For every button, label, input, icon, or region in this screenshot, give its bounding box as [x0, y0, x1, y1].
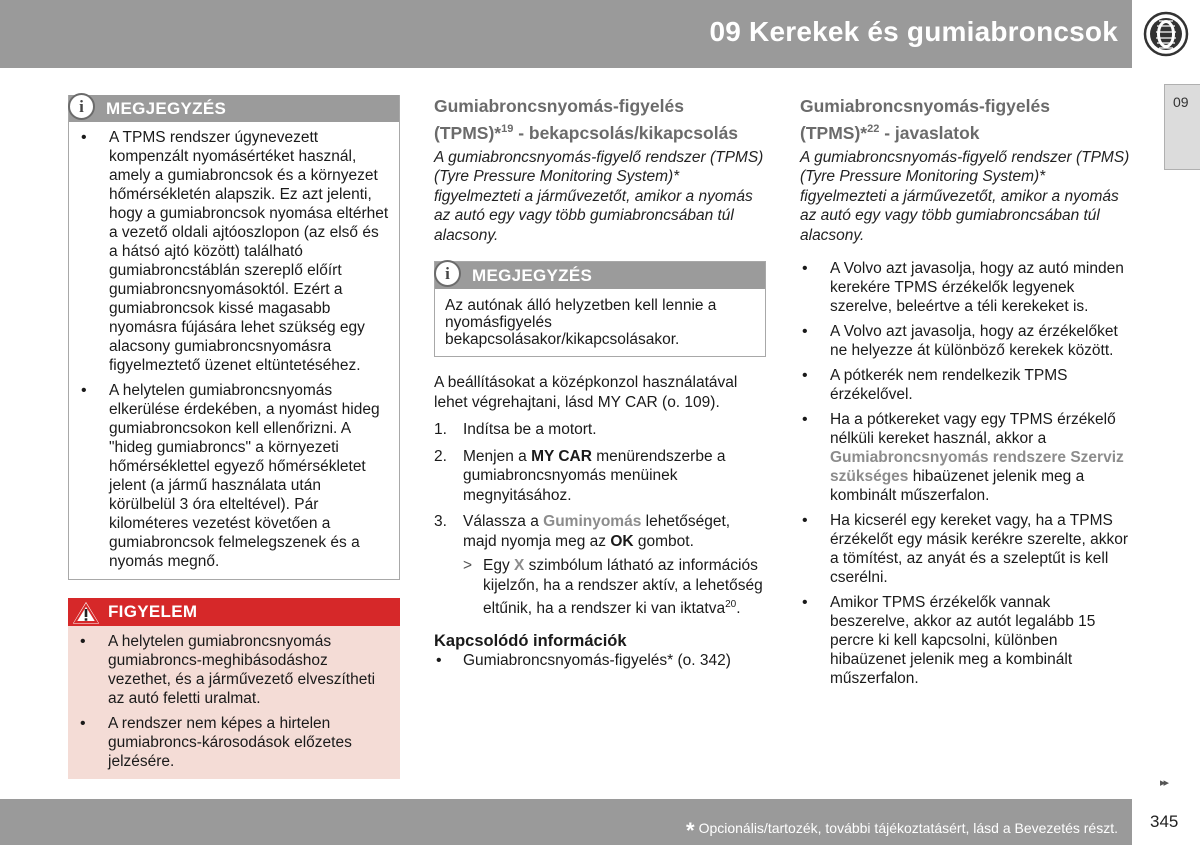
note-label: MEGJEGYZÉS	[106, 99, 227, 118]
note-frame	[68, 95, 400, 580]
column-middle	[434, 95, 766, 676]
footnote-ref: 22	[867, 123, 880, 135]
heading-text: Gumiabroncsnyomás-figyelés (TPMS)*	[434, 96, 684, 143]
footer-note	[686, 813, 1118, 843]
menu-option: Guminyomás	[543, 513, 642, 531]
list-item: • A rendszer nem képes a hirtelen gumiabroncs-károsodások előzetes jelzésére.	[78, 714, 390, 771]
chapter-tab[interactable]	[1164, 84, 1200, 170]
step-item	[434, 447, 766, 506]
note-box	[434, 261, 766, 357]
tire-icon	[1143, 11, 1189, 57]
heading-text: - bekapcsolás/kikapcsolás	[513, 122, 739, 143]
heading-text: - javaslatok	[879, 122, 980, 143]
warning-body	[68, 626, 400, 779]
list-item	[800, 410, 1132, 505]
footnote-ref: 19	[501, 123, 514, 135]
chapter-tab-label: 09	[1173, 94, 1189, 110]
warning-list	[78, 632, 390, 771]
step-text: Válassza a	[463, 513, 544, 531]
page-number: 345	[1150, 812, 1179, 831]
list-item: • A helytelen gumiabroncsnyomás elkerülése érdekében, a nyomást hideg gumiabroncsokon kell ellenőrizni. A "hideg gumiabroncs" a környezeti hőmérséklettel egyező hőmérsékletet jelent (a jármű használata után körülbelül 3 óra elteltével). Pár kilométeres vezetést követően a gumiabroncsok felmelegszenek és a nyomás megnő.	[79, 381, 389, 571]
note-box	[68, 95, 400, 580]
list-item: • A Volvo azt javasolja, hogy az autó minden kerekére TPMS érzékelők legyenek szerelve, beleértve a téli kerekeket is.	[800, 259, 1132, 316]
sub-step	[463, 556, 766, 619]
footer-note-text: Opcionális/tartozék, további tájékoztatásért, lásd a Bevezetés részt.	[698, 820, 1118, 836]
note-list	[79, 128, 389, 571]
list-item: • A pótkerék nem rendelkezik TPMS érzékelővel.	[800, 366, 1132, 404]
step-item	[434, 512, 766, 619]
button-name: OK	[610, 532, 634, 550]
heading-text: Gumiabroncsnyomás-figyelés (TPMS)*	[800, 96, 1050, 143]
note-header	[69, 95, 399, 122]
note-text: Az autónak álló helyzetben kell lennie a nyomásfigyelés bekapcsolásakor/kikapcsolásakor.	[445, 297, 717, 349]
chapter-icon-box	[1132, 0, 1200, 68]
item-text: hibaüzenet jelenik meg a kombinált műszerfalon.	[830, 468, 1085, 505]
list-item: • A Volvo azt javasolja, hogy az érzékelőket ne helyezze át különböző kerekek között.	[800, 322, 1132, 360]
note-body	[69, 122, 399, 579]
info-icon: i	[434, 260, 461, 287]
step-number: 2.	[434, 447, 447, 465]
recommendation-list	[800, 259, 1132, 688]
warning-label: FIGYELEM	[108, 602, 198, 621]
warning-triangle-icon	[70, 599, 102, 626]
error-message: Gumiabroncsnyomás rendszere Szerviz szükséges	[830, 449, 1124, 486]
sub-step-marker: >	[463, 557, 473, 575]
related-link[interactable]: • Gumiabroncsnyomás-figyelés* (o. 342)	[434, 651, 766, 670]
warning-header	[68, 598, 400, 626]
continue-marker: ▸▸	[1160, 777, 1168, 789]
menu-name: MY CAR	[531, 447, 592, 465]
asterisk: *	[686, 818, 695, 843]
footnote-ref: 20	[725, 599, 737, 611]
column-right	[800, 95, 1132, 694]
step-text: Menjen a	[463, 447, 532, 465]
note-label: MEGJEGYZÉS	[472, 266, 593, 286]
list-item: • A helytelen gumiabroncsnyomás gumiabroncs-meghibásodáshoz vezethet, és a járművezető elveszítheti az autó feletti uralmat.	[78, 632, 390, 708]
step-number: 1.	[434, 421, 447, 439]
sub-step-text: szimbólum látható az információs kijelzőn, ha a rendszer aktív, a lehetőség eltűnik, ha a rendszer ki van iktatva	[483, 557, 763, 618]
column-left	[68, 95, 400, 779]
section-heading	[800, 95, 1132, 145]
step-text: lehetőséget, majd nyomja meg az	[463, 513, 731, 550]
note-header	[435, 262, 765, 289]
symbol-name: X	[514, 557, 525, 575]
item-text: Ha a pótkereket vagy egy TPMS érzékelő nélküli kereket használ, akkor a	[830, 411, 1116, 448]
sub-step-text: Egy	[483, 557, 515, 575]
intro-paragraph: A beállításokat a középkonzol használatával lehet végrehajtani, lásd MY CAR (o. 109).	[434, 374, 738, 411]
list-item: • Amikor TPMS érzékelők vannak beszerelve, akkor az autót legalább 15 percre ki kell kapcsolni, különben hibaüzenet jelenik meg a kombinált műszerfalon.	[800, 593, 1132, 688]
step-text: menürendszerbe a gumiabroncsnyomás menüinek megnyitásához.	[463, 447, 726, 504]
page-header	[0, 0, 1132, 68]
section-heading	[434, 95, 766, 145]
related-heading: Kapcsolódó információk	[434, 631, 627, 650]
step-number: 3.	[434, 513, 447, 531]
lead-paragraph: A gumiabroncsnyomás-figyelő rendszer (TPMS) (Tyre Pressure Monitoring System)* figyelmezteti a járművezetőt, amikor a nyomás az autó egy vagy több gumiabroncsában túl alacsony.	[800, 148, 1130, 244]
lead-paragraph: A gumiabroncsnyomás-figyelő rendszer (TPMS) (Tyre Pressure Monitoring System)* figyelmezteti a járművezetőt, amikor a nyomás az autó egy vagy több gumiabroncsában túl alacsony.	[434, 148, 764, 244]
page-footer	[0, 799, 1132, 845]
list-item: • Ha kicserél egy kereket vagy, ha a TPMS érzékelőt egy másik kerékre szerelte, akkor a tömítést, az anyát és a szeleptűt is kell cserélni.	[800, 511, 1132, 587]
chapter-title: 09 Kerekek és gumiabroncsok	[709, 16, 1118, 47]
warning-box	[68, 598, 400, 779]
step-item	[434, 420, 766, 440]
list-item: • A TPMS rendszer úgynevezett kompenzált nyomásértéket használ, amely a gumiabroncsok és a környezet hőmérsékletén alapszik. Ez azt jelenti, hogy a gumiabroncsok nyomása eltérhet a vezető oldali ajtóoszlopon (az első és a hátsó ajtó között) található gumiabroncstáblán szereplő előírt gumiabroncsnyomásoktól. Ezért a gumiabroncsok kissé magasabb nyomásra fújására lehet szükség egy alacsony gumiabroncsnyomásra figyelmeztető üzenet eltüntetéséhez.	[79, 128, 389, 375]
step-text: gombot.	[633, 532, 694, 550]
sub-step-text: .	[736, 600, 741, 618]
step-list	[434, 420, 766, 619]
step-text: Indítsa be a motort.	[463, 421, 597, 439]
related-list	[434, 651, 766, 670]
info-icon: i	[68, 93, 95, 120]
